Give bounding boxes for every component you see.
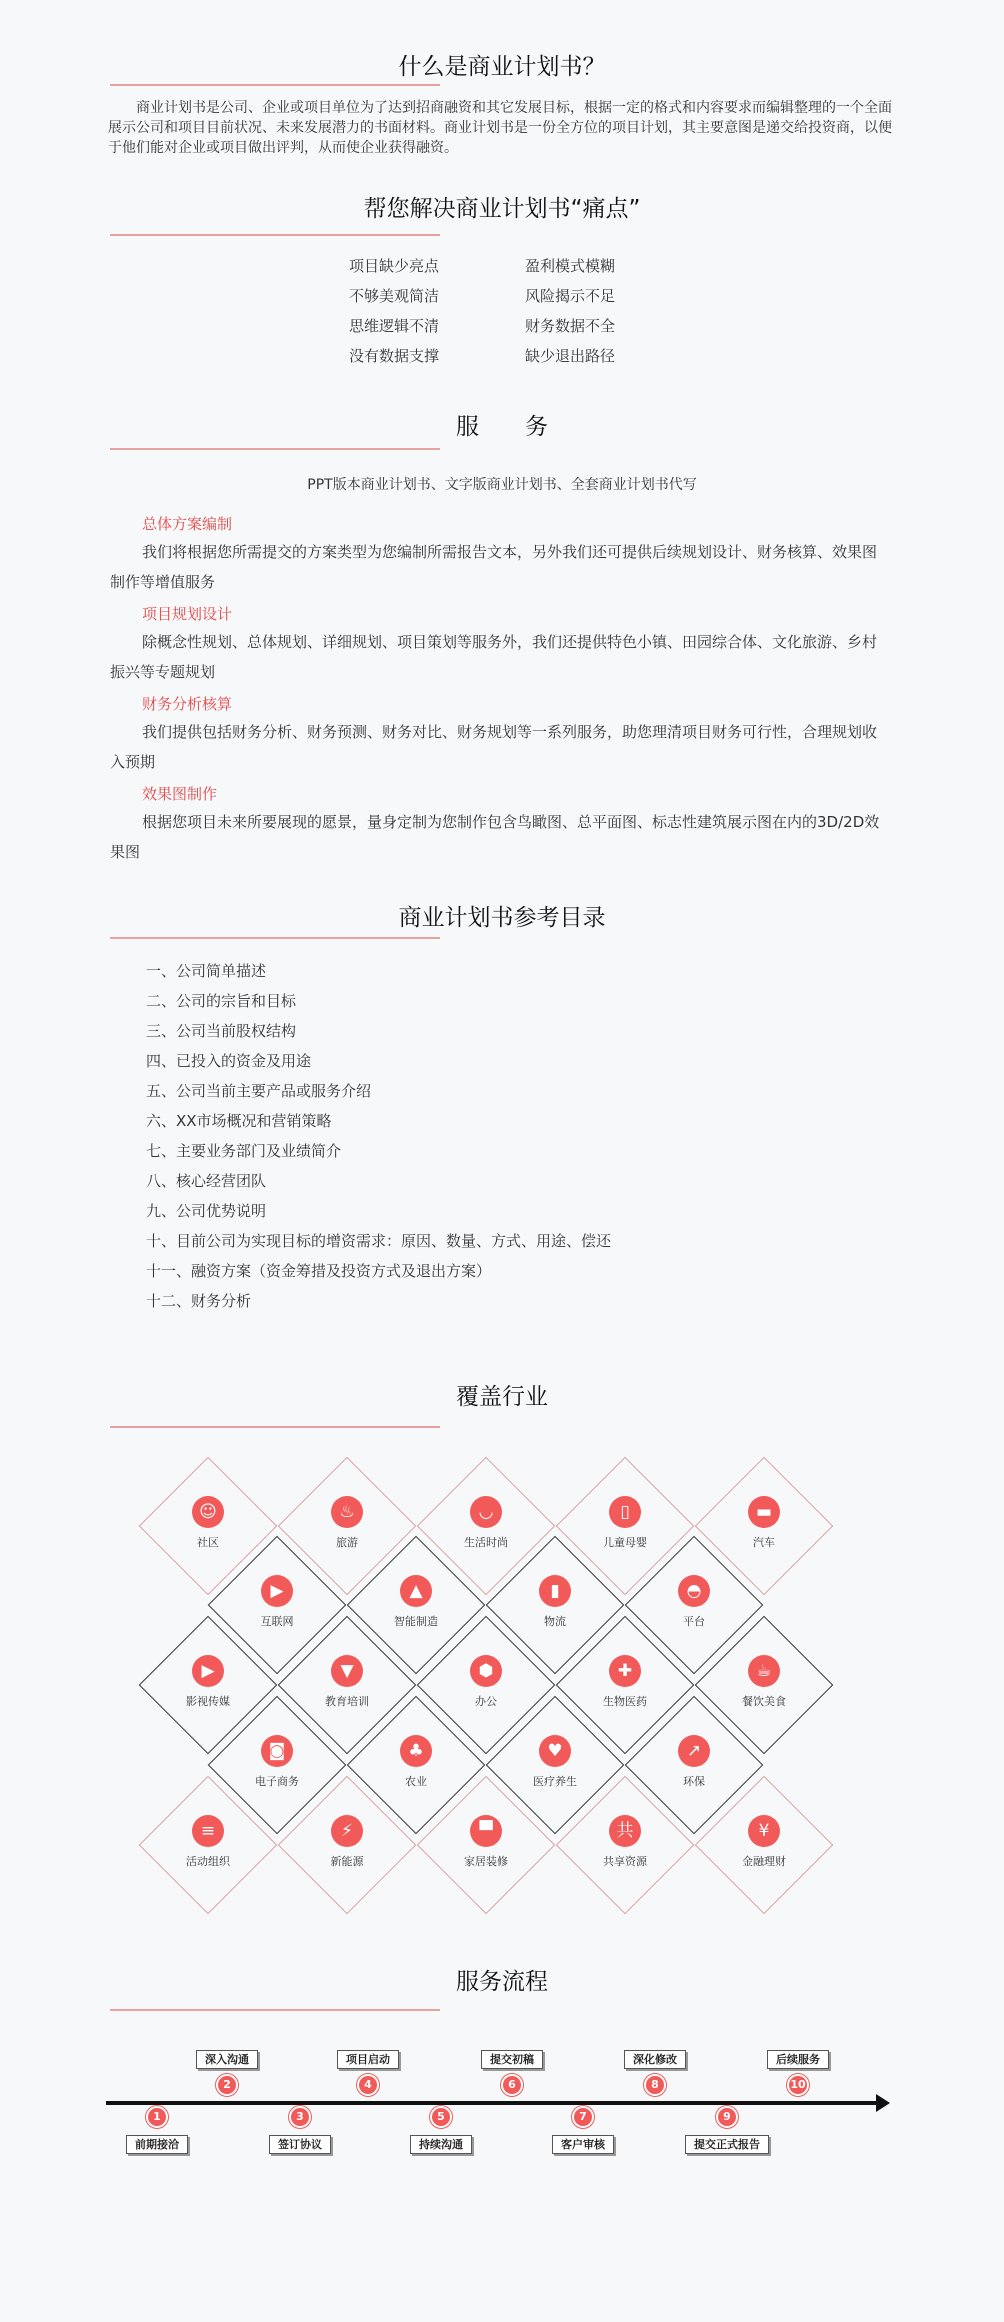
industry-label: 金融理财: [742, 1855, 786, 1868]
toc-item: 五、公司当前主要产品或服务介绍: [146, 1082, 372, 1100]
section-divider: [110, 937, 440, 939]
industry-label: 家居装修: [464, 1855, 508, 1868]
industry-label: 农业: [405, 1775, 427, 1788]
step-label: 项目启动: [337, 2050, 399, 2069]
industry-item: [575, 1655, 675, 1709]
pain-point: 风险揭示不足: [525, 287, 616, 305]
industry-item: [297, 1496, 397, 1550]
service-heading: 财务分析核算: [142, 695, 233, 713]
industry-label: 智能制造: [394, 1615, 438, 1628]
arrow-right-icon: [876, 2094, 890, 2112]
medical-kit-icon: ✚: [609, 1655, 641, 1687]
pain-point: 财务数据不全: [525, 317, 616, 335]
service-heading: 效果图制作: [142, 785, 218, 803]
industry-item: [714, 1496, 814, 1550]
pain-point: 项目缺少亮点: [349, 257, 440, 275]
industry-label: 汽车: [753, 1536, 775, 1549]
step-label: 深入沟通: [196, 2050, 258, 2069]
toc-item: 十、目前公司为实现目标的增资需求：原因、数量、方式、用途、偿还: [146, 1232, 612, 1250]
toc-item: 四、已投入的资金及用途: [146, 1052, 312, 1070]
step-number-badge: 3: [289, 2106, 311, 2128]
industry-label: 物流: [544, 1615, 566, 1628]
industry-label: 电子商务: [255, 1775, 299, 1788]
industry-item: [366, 1575, 466, 1629]
step-number-badge: 8: [644, 2074, 666, 2096]
service-heading: 总体方案编制: [142, 515, 233, 533]
baby-bottle-icon: ▯: [609, 1496, 641, 1528]
step-number-badge: 6: [501, 2074, 523, 2096]
pain-point: 缺少退出路径: [525, 347, 616, 365]
service-description: 除概念性规划、总体规划、详细规划、项目策划等服务外，我们还提供特色小镇、田园综合体、文化旅游、乡村振兴等专题规划: [110, 633, 878, 681]
industry-label: 餐饮美食: [742, 1695, 786, 1708]
industry-label: 旅游: [336, 1536, 358, 1549]
step-label: 提交正式报告: [685, 2135, 769, 2154]
industry-item: [505, 1735, 605, 1789]
share-icon: 共: [609, 1815, 641, 1847]
industry-label: 医疗养生: [533, 1775, 577, 1788]
industry-item: [297, 1655, 397, 1709]
industry-item: [714, 1655, 814, 1709]
trend-icon: ↗: [678, 1735, 710, 1767]
industry-label: 社区: [197, 1536, 219, 1549]
chat-icon: ≡: [192, 1815, 224, 1847]
industry-item: [644, 1575, 744, 1629]
industry-item: [366, 1735, 466, 1789]
pain-points-title: 帮您解决商业计划书“痛点”: [363, 196, 641, 222]
service-description: 我们提供包括财务分析、财务预测、财务对比、财务规划等一系列服务，助您理清项目财务可行性，合理规划收入预期: [110, 723, 878, 771]
industry-item: [158, 1815, 258, 1869]
heart-shield-icon: ♥: [539, 1735, 571, 1767]
thumb-up-icon: ♣: [400, 1735, 432, 1767]
rocket-icon: ▲: [400, 1575, 432, 1607]
industry-item: [575, 1815, 675, 1869]
step-number-badge: 1: [146, 2106, 168, 2128]
service-description: 我们将根据您所需提交的方案类型为您编制所需报告文本，另外我们还可提供后续规划设计、财务核算、效果图制作等增值服务: [110, 543, 878, 591]
industry-item: [158, 1496, 258, 1550]
step-label: 前期接洽: [126, 2135, 188, 2154]
smile-icon: ☺: [192, 1496, 224, 1528]
step-number-badge: 4: [357, 2074, 379, 2096]
step-number-badge: 7: [572, 2106, 594, 2128]
step-number-badge: 2: [216, 2074, 238, 2096]
toc-item: 十二、财务分析: [146, 1292, 252, 1310]
cup-icon: ☕: [748, 1655, 780, 1687]
industry-label: 生活时尚: [464, 1536, 508, 1549]
industry-label: 办公: [475, 1695, 497, 1708]
step-label: 提交初稿: [481, 2050, 543, 2069]
pain-point: 思维逻辑不清: [349, 317, 440, 335]
step-number-badge: 5: [430, 2106, 452, 2128]
industry-item: [505, 1575, 605, 1629]
fan-icon: ◓: [678, 1575, 710, 1607]
step-number-badge: 10: [787, 2074, 809, 2096]
industry-label: 环保: [683, 1775, 705, 1788]
step-number-badge: 9: [716, 2106, 738, 2128]
hexagon-icon: ⬢: [470, 1655, 502, 1687]
industry-item: [436, 1496, 536, 1550]
industry-label: 影视传媒: [186, 1695, 230, 1708]
industry-label: 生物医药: [603, 1695, 647, 1708]
toc-title: 商业计划书参考目录: [398, 905, 606, 931]
step-label: 深化修改: [624, 2050, 686, 2069]
section-divider: [110, 448, 440, 450]
industry-label: 教育培训: [325, 1695, 369, 1708]
services-title: 服 务: [456, 414, 548, 440]
services-subtitle: PPT版本商业计划书、文字版商业计划书、全套商业计划书代写: [307, 477, 697, 493]
service-description: 根据您项目未来所要展现的愿景，量身定制为您制作包含鸟瞰图、总平面图、标志性建筑展示图在内的3D/2D效果图: [110, 813, 880, 861]
car-icon: ▬: [748, 1496, 780, 1528]
industry-label: 新能源: [330, 1855, 364, 1868]
industry-label: 互联网: [260, 1615, 294, 1628]
toc-item: 一、公司简单描述: [146, 962, 267, 980]
toc-item: 七、主要业务部门及业绩简介: [146, 1142, 342, 1160]
section-divider: [110, 234, 440, 236]
section-divider: [110, 84, 440, 86]
what-is-bp-paragraph: 商业计划书是公司、企业或项目单位为了达到招商融资和其它发展目标，根据一定的格式和内容要求而编辑整理的一个全面展示公司和项目目前状况、未来发展潜力的书面材料。商业计划书是一份全方位的项目计划，其主要意图是递交给投资商，以便于他们能对企业或项目做出评判，从而使企业获得融资。: [108, 100, 892, 156]
industry-item: [436, 1655, 536, 1709]
step-label: 客户审核: [552, 2135, 614, 2154]
industries-title: 覆盖行业: [456, 1384, 548, 1410]
industry-item: [644, 1735, 744, 1789]
process-timeline: [106, 2101, 881, 2105]
pain-point: 没有数据支撑: [349, 347, 440, 365]
industry-item: [575, 1496, 675, 1550]
pain-point: 盈利模式模糊: [525, 257, 616, 275]
step-label: 签订协议: [269, 2135, 331, 2154]
industry-item: [436, 1815, 536, 1869]
toc-item: 二、公司的宗旨和目标: [146, 992, 297, 1010]
service-heading: 项目规划设计: [142, 605, 233, 623]
industry-item: [714, 1815, 814, 1869]
step-label: 后续服务: [767, 2050, 829, 2069]
industry-label: 平台: [683, 1615, 705, 1628]
lips-icon: ◡: [470, 1496, 502, 1528]
step-label: 持续沟通: [410, 2135, 472, 2154]
pain-point: 不够美观简洁: [349, 287, 440, 305]
section-divider: [110, 1426, 440, 1428]
sofa-icon: ▀: [470, 1815, 502, 1847]
plug-icon: ⚡: [331, 1815, 363, 1847]
bottle-icon: ▮: [539, 1575, 571, 1607]
money-bag-icon: ¥: [748, 1815, 780, 1847]
what-is-bp-title: 什么是商业计划书？: [398, 54, 606, 80]
camera-icon: ▶: [192, 1655, 224, 1687]
toc-item: 九、公司优势说明: [146, 1202, 267, 1220]
process-title: 服务流程: [456, 1969, 548, 1995]
industry-item: [297, 1815, 397, 1869]
graduation-cap-icon: ▼: [331, 1655, 363, 1687]
industry-label: 活动组织: [186, 1855, 230, 1868]
toc-item: 六、XX市场概况和营销策略: [146, 1112, 332, 1130]
section-divider: [110, 2009, 440, 2011]
video-icon: ▶: [261, 1575, 293, 1607]
toc-item: 三、公司当前股权结构: [146, 1022, 297, 1040]
toc-item: 八、核心经营团队: [146, 1172, 267, 1190]
toc-item: 十一、融资方案（资金筹措及投资方式及退出方案）: [146, 1262, 492, 1280]
industry-item: [227, 1575, 327, 1629]
industry-label: 儿童母婴: [603, 1536, 647, 1549]
vr-glasses-icon: ◙: [261, 1735, 293, 1767]
industry-label: 共享资源: [603, 1855, 647, 1868]
industry-item: [158, 1655, 258, 1709]
balloon-icon: ♨: [331, 1496, 363, 1528]
industry-item: [227, 1735, 327, 1789]
